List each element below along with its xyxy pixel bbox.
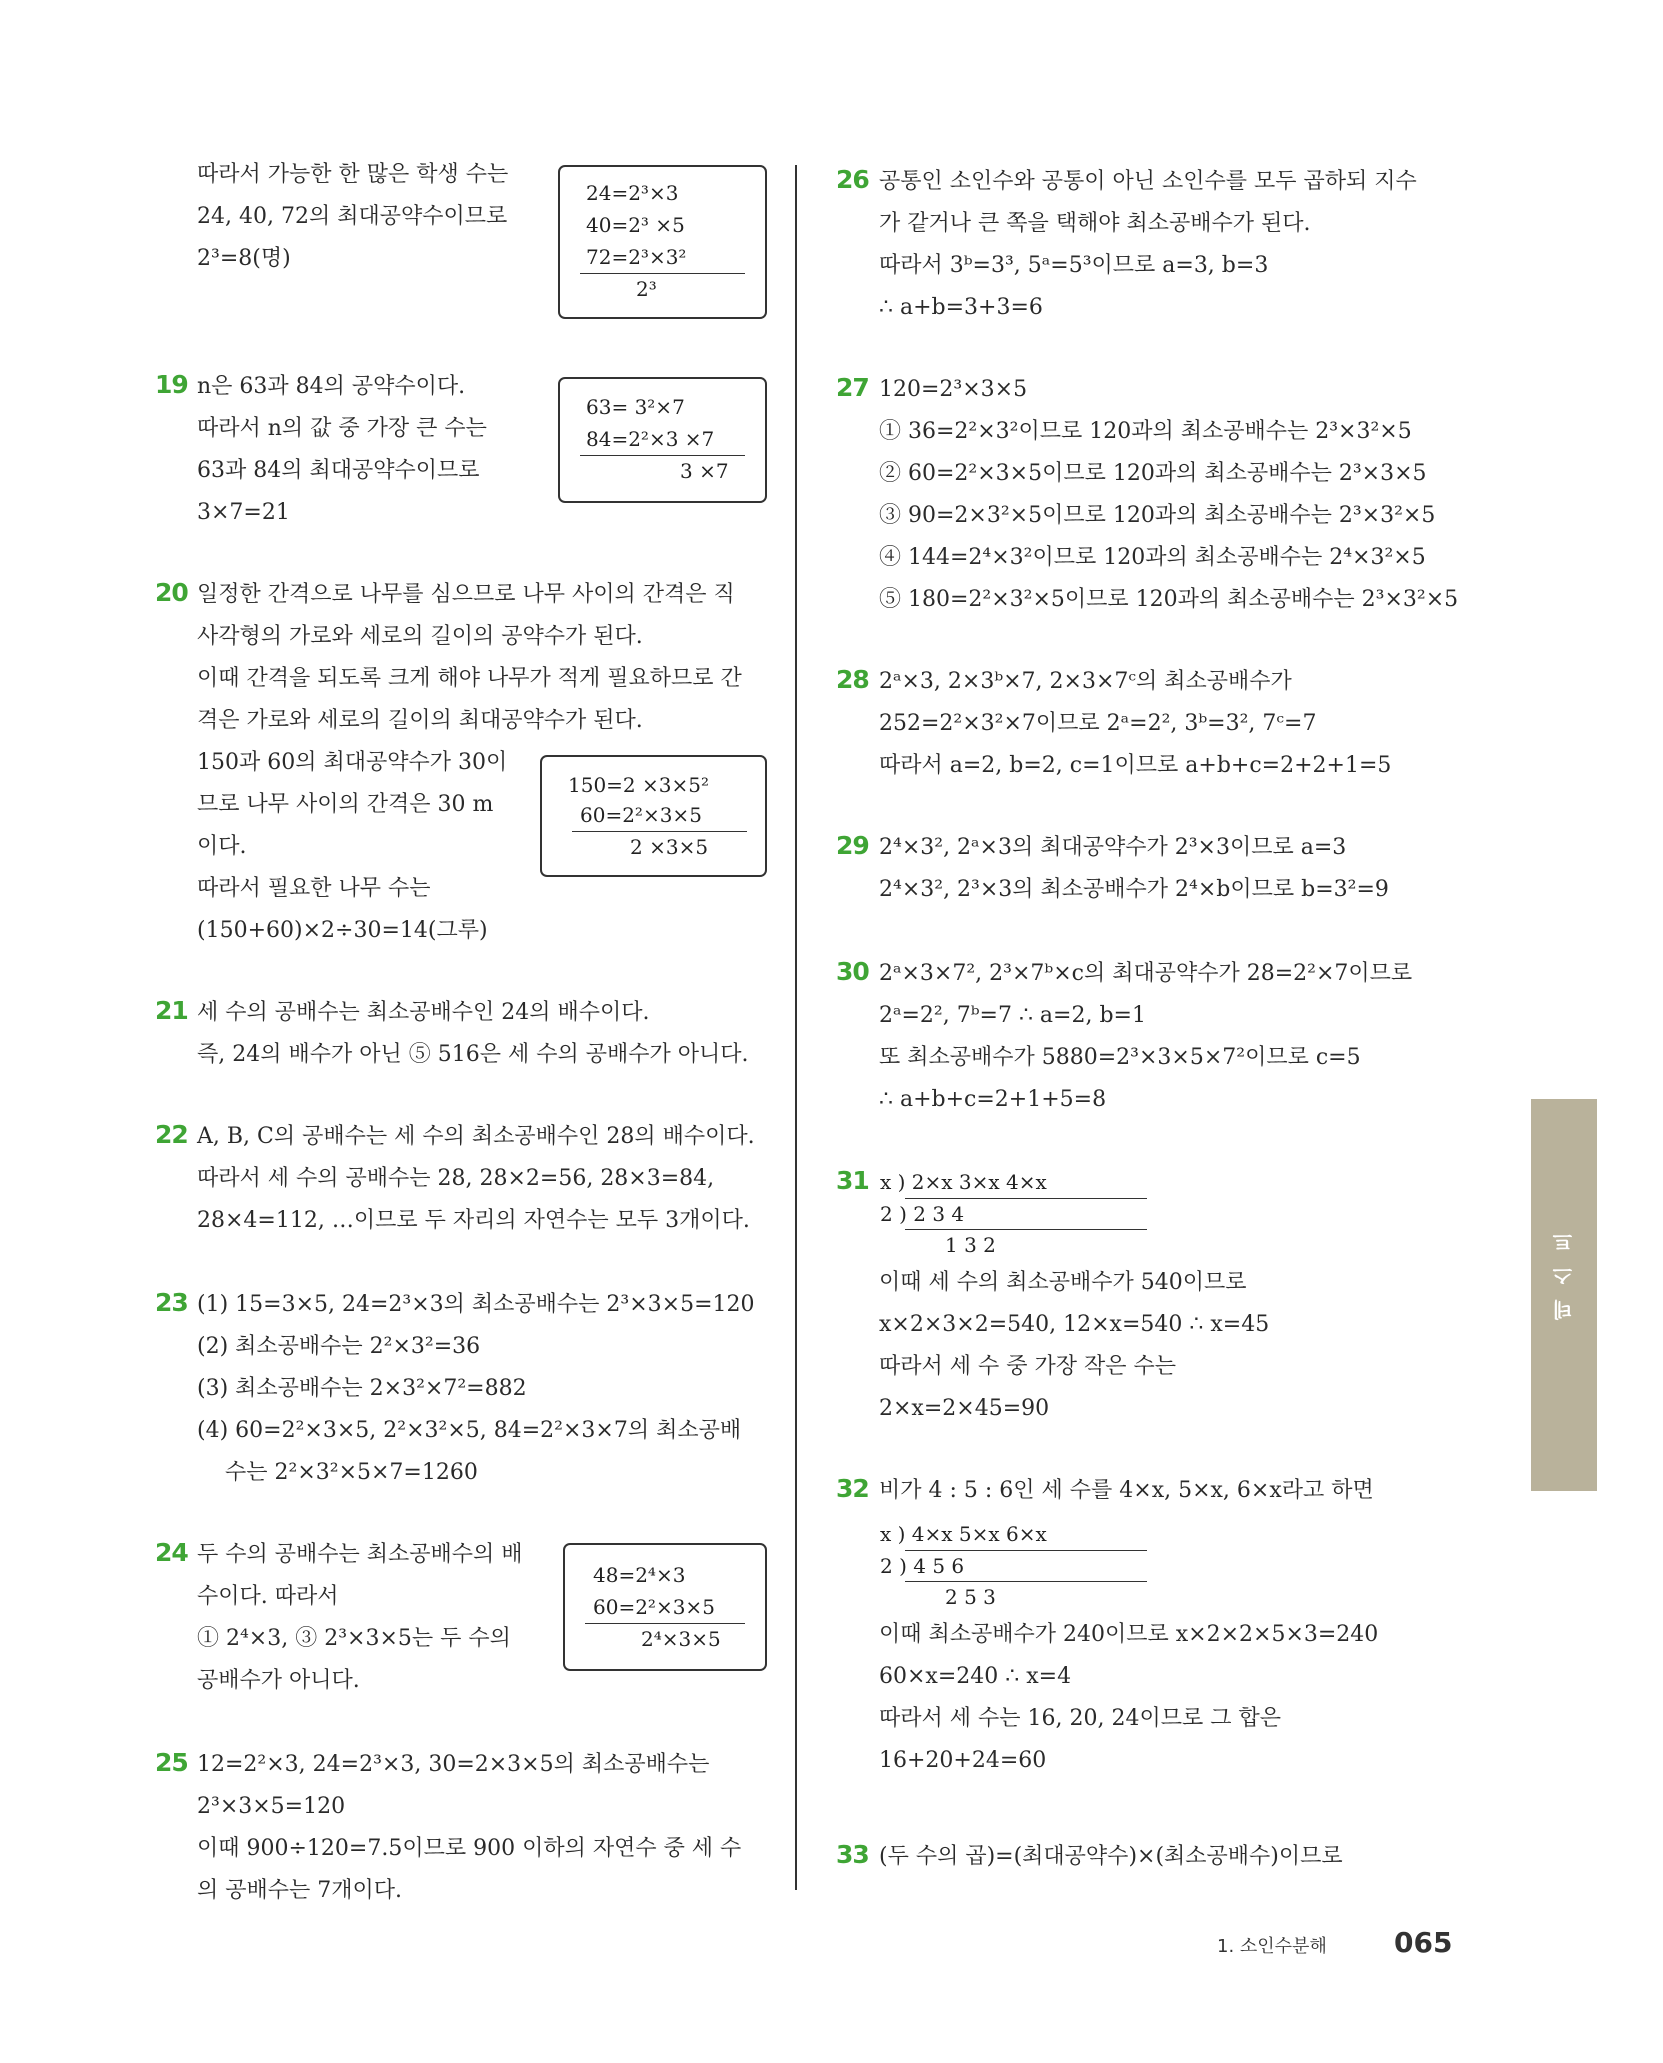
p30-line-4: ∴ a+b+c=2+1+5=8 xyxy=(879,1087,1107,1112)
p20-line-1: 일정한 간격으로 나무를 심으므로 나무 사이의 간격은 직 xyxy=(197,582,735,607)
p18-box-rule xyxy=(580,273,745,274)
problem-number-33: 33 xyxy=(836,1840,869,1869)
problem-number-26: 26 xyxy=(836,165,869,194)
p25-line-1: 12=2²×3, 24=2³×3, 30=2×3×5의 최소공배수는 xyxy=(197,1752,710,1777)
p31-line-3: 따라서 세 수 중 가장 작은 수는 xyxy=(879,1354,1176,1379)
p22-line-1: A, B, C의 공배수는 세 수의 최소공배수인 28의 배수이다. xyxy=(197,1124,755,1149)
p24-line-2: 수이다. 따라서 xyxy=(197,1584,339,1609)
p23-line-4: (4) 60=2²×3×5, 2²×3²×5, 84=2²×3×7의 최소공배 xyxy=(197,1418,742,1443)
p20-box-line-2: 60=2²×3×5 xyxy=(580,803,702,827)
p19-line-4: 3×7=21 xyxy=(197,500,290,525)
p20-box-result: 2 ×3×5 xyxy=(630,835,709,859)
p20-line-9: (150+60)×2÷30=14(그루) xyxy=(197,918,488,943)
p27-line-2: ① 36=2²×3²이므로 120과의 최소공배수는 2³×3²×5 xyxy=(879,419,1412,444)
p19-box-rule xyxy=(580,455,745,456)
p19-factor-box xyxy=(558,377,767,503)
problem-number-32: 32 xyxy=(836,1474,869,1503)
p32-line-4: 16+20+24=60 xyxy=(879,1748,1047,1773)
p24-factor-box xyxy=(563,1543,767,1671)
p32-division-rule-1 xyxy=(905,1550,1147,1551)
p24-box-result: 2⁴×3×5 xyxy=(641,1627,721,1651)
p30-line-2: 2ᵃ=2², 7ᵇ=7 ∴ a=2, b=1 xyxy=(879,1003,1146,1028)
p21-line-2: 즉, 24의 배수가 아닌 ⑤ 516은 세 수의 공배수가 아니다. xyxy=(197,1042,749,1067)
p32-line-3: 따라서 세 수는 16, 20, 24이므로 그 합은 xyxy=(879,1706,1281,1731)
p25-line-3: 이때 900÷120=7.5이므로 900 이하의 자연수 중 세 수 xyxy=(197,1836,742,1861)
p30-line-1: 2ᵃ×3×7², 2³×7ᵇ×c의 최대공약수가 28=2²×7이므로 xyxy=(879,961,1413,986)
p18-box-line-3: 72=2³×3² xyxy=(586,245,687,269)
p31-division-row-2: 2 ) 2 3 4 xyxy=(880,1202,965,1226)
problem-number-30: 30 xyxy=(836,957,869,986)
p32-division-row-1: x ) 4×x 5×x 6×x xyxy=(880,1522,1047,1546)
p18-line-1: 따라서 가능한 한 많은 학생 수는 xyxy=(197,162,509,187)
p31-line-2: x×2×3×2=540, 12×x=540 ∴ x=45 xyxy=(879,1312,1270,1337)
p20-factor-box xyxy=(540,755,767,877)
p23-line-3: (3) 최소공배수는 2×3²×7²=882 xyxy=(197,1376,527,1401)
problem-number-23: 23 xyxy=(155,1288,188,1317)
p19-line-1: n은 63과 84의 공약수이다. xyxy=(197,374,466,399)
p20-box-line-1: 150=2 ×3×5² xyxy=(568,773,709,797)
p20-line-5: 150과 60의 최대공약수가 30이 xyxy=(197,750,508,775)
p24-box-rule xyxy=(585,1623,745,1624)
p20-line-6: 므로 나무 사이의 간격은 30 m xyxy=(197,792,494,817)
p32-line-1: 이때 최소공배수가 240이므로 x×2×2×5×3=240 xyxy=(879,1622,1379,1647)
p33-line-1: (두 수의 곱)=(최대공약수)×(최소공배수)이므로 xyxy=(879,1844,1343,1869)
p32-division-row-3: 2 5 3 xyxy=(945,1585,996,1609)
p19-box-line-2: 84=2²×3 ×7 xyxy=(586,427,715,451)
p20-line-4: 격은 가로와 세로의 길이의 최대공약수가 된다. xyxy=(197,708,643,733)
problem-number-28: 28 xyxy=(836,665,869,694)
column-divider xyxy=(795,165,797,1890)
problem-number-22: 22 xyxy=(155,1120,188,1149)
p26-line-4: ∴ a+b=3+3=6 xyxy=(879,295,1043,320)
p20-line-8: 따라서 필요한 나무 수는 xyxy=(197,876,431,901)
p27-line-3: ② 60=2²×3×5이므로 120과의 최소공배수는 2³×3×5 xyxy=(879,461,1427,486)
p32-division-rule-2 xyxy=(905,1581,1147,1582)
p27-line-4: ③ 90=2×3²×5이므로 120과의 최소공배수는 2³×3²×5 xyxy=(879,503,1436,528)
p19-box-line-1: 63= 3²×7 xyxy=(586,395,685,419)
problem-number-31: 31 xyxy=(836,1166,869,1195)
p23-line-5: 수는 2²×3²×5×7=1260 xyxy=(225,1460,478,1485)
p31-division-row-1: x ) 2×x 3×x 4×x xyxy=(880,1170,1047,1194)
problem-number-19: 19 xyxy=(155,370,188,399)
p21-line-1: 세 수의 공배수는 최소공배수인 24의 배수이다. xyxy=(197,1000,650,1025)
p24-box-line-2: 60=2²×3×5 xyxy=(593,1595,715,1619)
p31-line-1: 이때 세 수의 최소공배수가 540이므로 xyxy=(879,1270,1247,1295)
p28-line-3: 따라서 a=2, b=2, c=1이므로 a+b+c=2+2+1=5 xyxy=(879,753,1392,778)
p23-line-1: (1) 15=3×5, 24=2³×3의 최소공배수는 2³×3×5=120 xyxy=(197,1292,755,1317)
p28-line-2: 252=2²×3²×7이므로 2ᵃ=2², 3ᵇ=3², 7ᶜ=7 xyxy=(879,711,1317,736)
p18-factor-box xyxy=(558,165,767,319)
p23-line-2: (2) 최소공배수는 2²×3²=36 xyxy=(197,1334,481,1359)
p25-line-2: 2³×3×5=120 xyxy=(197,1794,346,1819)
problem-number-29: 29 xyxy=(836,831,869,860)
p24-line-3: ① 2⁴×3, ③ 2³×3×5는 두 수의 xyxy=(197,1626,511,1651)
p18-line-2: 24, 40, 72의 최대공약수이므로 xyxy=(197,204,508,229)
problem-number-25: 25 xyxy=(155,1748,188,1777)
p32-division-row-2: 2 ) 4 5 6 xyxy=(880,1554,965,1578)
p29-line-2: 2⁴×3², 2³×3의 최소공배수가 2⁴×b이므로 b=3²=9 xyxy=(879,877,1389,902)
p19-box-result: 3 ×7 xyxy=(680,459,729,483)
page-number: 065 xyxy=(1394,1926,1453,1959)
p20-line-3: 이때 간격을 되도록 크게 해야 나무가 적게 필요하므로 간 xyxy=(197,666,742,691)
p19-line-3: 63과 84의 최대공약수이므로 xyxy=(197,458,480,483)
p31-division-rule-2 xyxy=(905,1229,1147,1230)
p26-line-3: 따라서 3ᵇ=3³, 5ᵃ=5³이므로 a=3, b=3 xyxy=(879,253,1269,278)
p22-line-3: 28×4=112, …이므로 두 자리의 자연수는 모두 3개이다. xyxy=(197,1208,750,1233)
p27-line-1: 120=2³×3×5 xyxy=(879,377,1028,402)
p31-line-4: 2×x=2×45=90 xyxy=(879,1396,1050,1421)
problem-number-21: 21 xyxy=(155,996,188,1025)
p27-line-5: ④ 144=2⁴×3²이므로 120과의 최소공배수는 2⁴×3²×5 xyxy=(879,545,1426,570)
p27-line-6: ⑤ 180=2²×3²×5이므로 120과의 최소공배수는 2³×3²×5 xyxy=(879,587,1459,612)
p31-division-row-3: 1 3 2 xyxy=(945,1233,996,1257)
p18-box-line-1: 24=2³×3 xyxy=(586,181,679,205)
p26-line-1: 공통인 소인수와 공통이 아닌 소인수를 모두 곱하되 지수 xyxy=(879,169,1417,194)
side-tab-label: 테스트 BOOK xyxy=(1552,1208,1642,1330)
p24-box-line-1: 48=2⁴×3 xyxy=(593,1563,686,1587)
p32-line-2: 60×x=240 ∴ x=4 xyxy=(879,1664,1072,1689)
p30-line-3: 또 최소공배수가 5880=2³×3×5×7²이므로 c=5 xyxy=(879,1045,1361,1070)
p19-line-2: 따라서 n의 값 중 가장 큰 수는 xyxy=(197,416,487,441)
p20-line-7: 이다. xyxy=(197,834,247,859)
p28-line-1: 2ᵃ×3, 2×3ᵇ×7, 2×3×7ᶜ의 최소공배수가 xyxy=(879,669,1292,694)
p20-box-rule xyxy=(572,831,747,832)
p22-line-2: 따라서 세 수의 공배수는 28, 28×2=56, 28×3=84, xyxy=(197,1166,715,1191)
p20-line-2: 사각형의 가로와 세로의 길이의 공약수가 된다. xyxy=(197,624,643,649)
p32-line-0: 비가 4 : 5 : 6인 세 수를 4×x, 5×x, 6×x라고 하면 xyxy=(879,1478,1374,1503)
p25-line-4: 의 공배수는 7개이다. xyxy=(197,1878,402,1903)
p29-line-1: 2⁴×3², 2ᵃ×3의 최대공약수가 2³×3이므로 a=3 xyxy=(879,835,1347,860)
problem-number-20: 20 xyxy=(155,578,188,607)
p31-division-rule-1 xyxy=(905,1198,1147,1199)
p24-line-4: 공배수가 아니다. xyxy=(197,1668,360,1693)
p18-line-3: 2³=8(명) xyxy=(197,246,291,271)
side-tab-test-book xyxy=(1531,1099,1642,1491)
problem-number-27: 27 xyxy=(836,373,869,402)
footer-chapter-label: 1. 소인수분해 xyxy=(1217,1936,1327,1957)
p18-box-result: 2³ xyxy=(636,277,657,301)
p24-line-1: 두 수의 공배수는 최소공배수의 배 xyxy=(197,1542,523,1567)
p18-box-line-2: 40=2³ ×5 xyxy=(586,213,685,237)
p26-line-2: 가 같거나 큰 쪽을 택해야 최소공배수가 된다. xyxy=(879,211,1311,236)
problem-number-24: 24 xyxy=(155,1538,188,1567)
